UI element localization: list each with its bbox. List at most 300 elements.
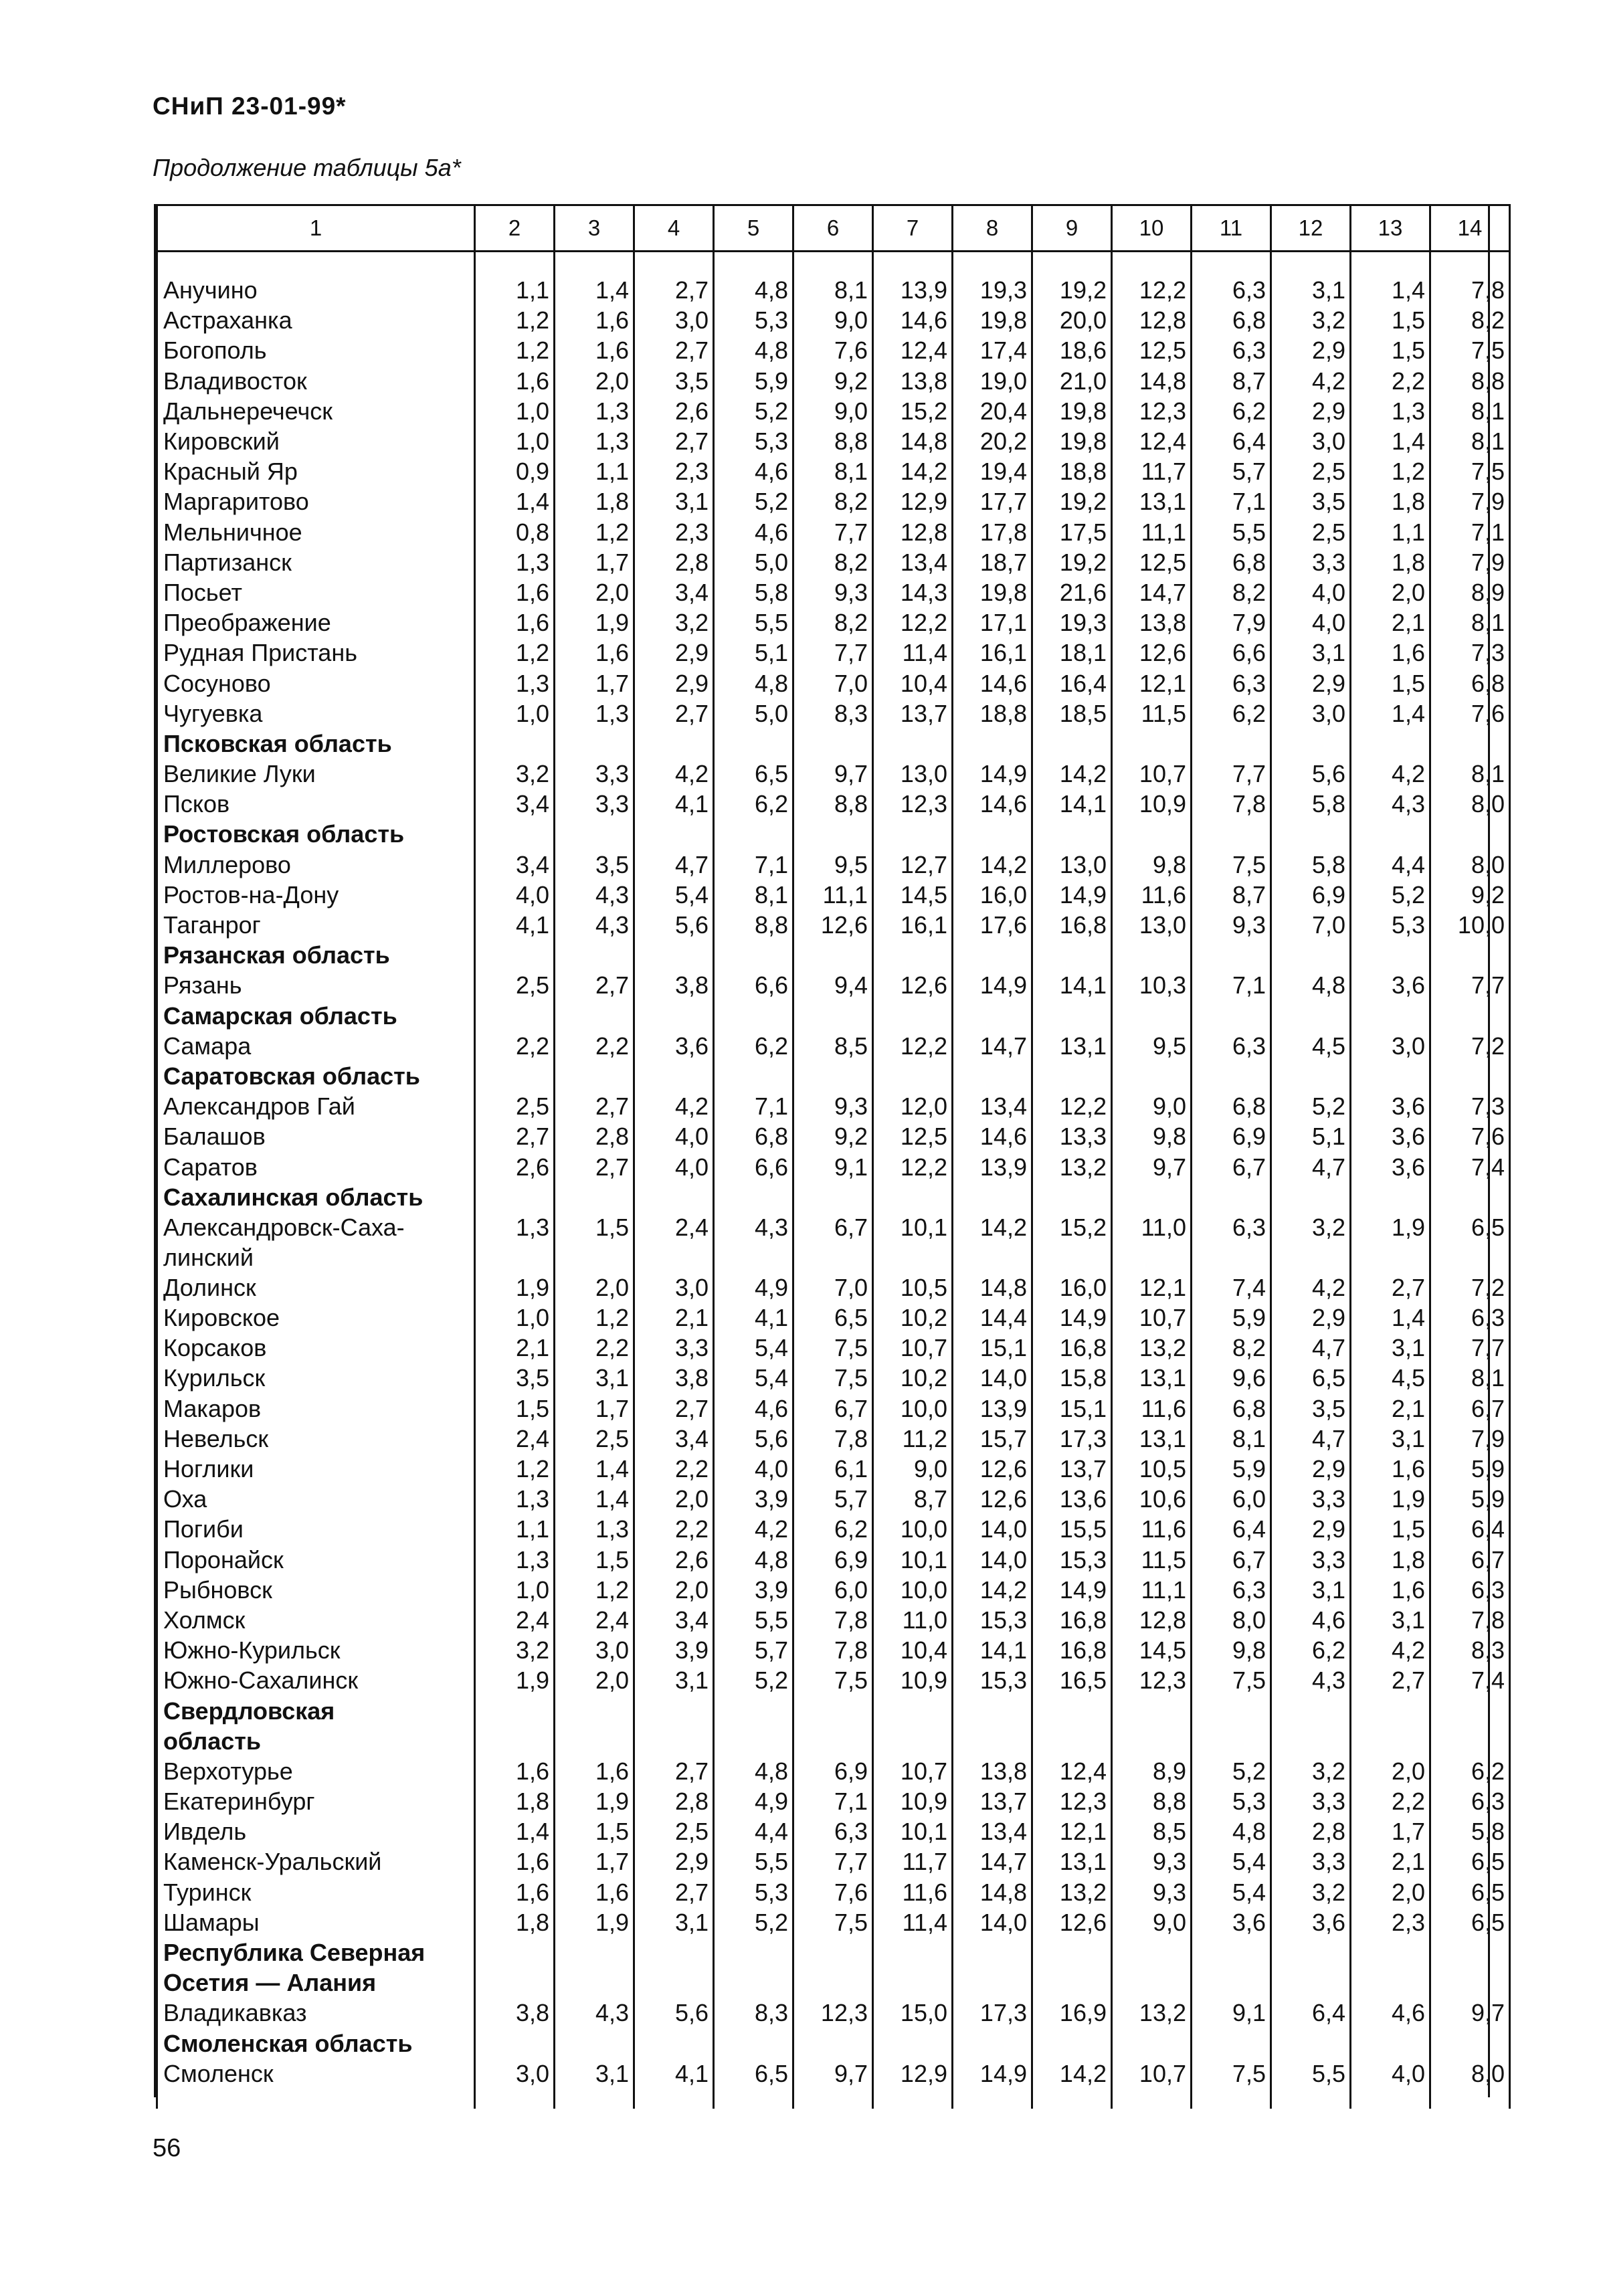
empty-cell [1351, 819, 1430, 849]
empty-cell [1032, 729, 1112, 759]
station-row [157, 1363, 1510, 1393]
value-cell: 1,6 [555, 1756, 634, 1786]
value-cell: 12,8 [1112, 1605, 1192, 1635]
value-cell: 2,9 [634, 638, 714, 668]
document-code: СНиП 23-01-99* [153, 92, 347, 120]
station-row [157, 2059, 1510, 2089]
value-cell: 12,1 [1112, 1272, 1192, 1303]
value-cell: 3,1 [634, 1907, 714, 1937]
region-name: Рязанская область [157, 940, 475, 970]
value-cell: 1,6 [1351, 1575, 1430, 1605]
value-cell: 11,5 [1112, 698, 1192, 729]
station-name: Псков [157, 789, 475, 819]
column-header: 9 [1032, 205, 1112, 252]
value-cell: 14,0 [953, 1363, 1032, 1393]
empty-cell [1430, 819, 1510, 849]
value-cell: 14,5 [873, 880, 953, 910]
empty-cell [555, 1937, 634, 1968]
empty-cell [634, 1968, 714, 1998]
value-cell: 2,1 [1351, 1394, 1430, 1424]
value-cell: 13,7 [873, 698, 953, 729]
value-cell: 7,6 [793, 1877, 873, 1907]
value-cell: 13,1 [1032, 1031, 1112, 1061]
empty-cell [1271, 1937, 1351, 1968]
station-row [157, 577, 1510, 607]
empty-cell [873, 819, 953, 849]
value-cell: 19,4 [953, 456, 1032, 486]
value-cell: 5,4 [714, 1333, 793, 1363]
value-cell: 7,5 [1430, 335, 1510, 365]
value-cell: 2,2 [475, 1031, 555, 1061]
value-cell: 2,0 [555, 366, 634, 396]
value-cell: 2,5 [1271, 517, 1351, 547]
value-cell: 1,0 [475, 1575, 555, 1605]
region-name: Ростовская область [157, 819, 475, 849]
value-cell: 14,2 [1032, 2059, 1112, 2089]
value-cell: 3,4 [634, 577, 714, 607]
value-cell: 10,0 [873, 1575, 953, 1605]
empty-cell [634, 1001, 714, 1031]
value-cell: 3,4 [475, 789, 555, 819]
station-name-continued: линский [163, 1243, 254, 1271]
empty-cell [1032, 1182, 1112, 1212]
station-name: Курильск [157, 1363, 475, 1393]
value-cell: 11,6 [1112, 1514, 1192, 1544]
value-cell: 13,9 [953, 1394, 1032, 1424]
station-name: Смоленск [157, 2059, 475, 2089]
empty-cell [1351, 1937, 1430, 1968]
value-cell: 12,2 [1112, 275, 1192, 305]
value-cell: 5,3 [714, 305, 793, 335]
value-cell: 7,8 [1192, 789, 1271, 819]
value-cell: 8,2 [1430, 305, 1510, 335]
value-cell: 1,5 [555, 1545, 634, 1575]
value-cell: 2,7 [634, 698, 714, 729]
value-cell: 14,0 [953, 1514, 1032, 1544]
value-cell: 10,7 [1112, 1303, 1192, 1333]
value-cell: 16,9 [1032, 1998, 1112, 2028]
value-cell: 7,9 [1430, 486, 1510, 516]
value-cell: 5,5 [714, 1605, 793, 1635]
value-cell: 4,8 [714, 668, 793, 698]
empty-cell [953, 1695, 1032, 1725]
value-cell: 14,1 [1032, 970, 1112, 1000]
value-cell: 11,4 [873, 1907, 953, 1937]
empty-cell [475, 1061, 555, 1091]
station-row [157, 759, 1510, 789]
empty-cell [1430, 1968, 1510, 1998]
value-cell: 1,7 [555, 1846, 634, 1877]
empty-cell [1271, 729, 1351, 759]
empty-cell [953, 1061, 1032, 1091]
empty-cell [1112, 729, 1192, 759]
value-cell: 4,8 [714, 275, 793, 305]
value-cell: 19,8 [953, 305, 1032, 335]
empty-cell [475, 1001, 555, 1031]
value-cell: 4,8 [1192, 1816, 1271, 1846]
value-cell: 2,9 [1271, 1303, 1351, 1333]
value-cell: 9,6 [1192, 1363, 1271, 1393]
value-cell: 2,1 [1351, 1846, 1430, 1877]
value-cell: 17,6 [953, 910, 1032, 940]
value-cell: 18,8 [953, 698, 1032, 729]
value-cell: 4,0 [714, 1454, 793, 1484]
empty-cell [1271, 1061, 1351, 1091]
value-cell: 14,3 [873, 577, 953, 607]
value-cell: 4,1 [634, 789, 714, 819]
empty-cell [634, 729, 714, 759]
station-row [157, 486, 1510, 516]
value-cell: 14,6 [873, 305, 953, 335]
value-cell: 2,6 [634, 1545, 714, 1575]
value-cell: 1,8 [1351, 1545, 1430, 1575]
value-cell: 9,0 [793, 396, 873, 426]
station-name: Макаров [157, 1394, 475, 1424]
value-cell: 5,2 [1351, 880, 1430, 910]
value-cell: 5,1 [714, 638, 793, 668]
value-cell: 10,4 [873, 1635, 953, 1665]
value-cell: 12,8 [873, 517, 953, 547]
empty-cell [1430, 2028, 1510, 2059]
station-row [157, 607, 1510, 638]
value-cell: 14,9 [1032, 880, 1112, 910]
value-cell: 2,5 [634, 1816, 714, 1846]
value-cell: 1,4 [475, 1816, 555, 1846]
value-cell: 17,7 [953, 486, 1032, 516]
value-cell: 13,8 [1112, 607, 1192, 638]
station-name: Южно-Курильск [157, 1635, 475, 1665]
value-cell: 9,5 [1112, 1031, 1192, 1061]
value-cell: 1,7 [1351, 1816, 1430, 1846]
value-cell: 11,7 [1112, 456, 1192, 486]
region-row [157, 819, 1510, 849]
value-cell: 3,6 [1192, 1907, 1271, 1937]
empty-cell [714, 1001, 793, 1031]
value-cell: 14,1 [1032, 789, 1112, 819]
value-cell: 13,6 [1032, 1484, 1112, 1514]
empty-cell [1351, 1695, 1430, 1725]
empty-cell [555, 1061, 634, 1091]
value-cell: 15,1 [953, 1333, 1032, 1363]
column-header: 12 [1271, 205, 1351, 252]
value-cell: 2,7 [475, 1121, 555, 1151]
value-cell: 14,2 [1032, 759, 1112, 789]
value-cell: 3,4 [634, 1424, 714, 1454]
value-cell: 7,7 [1430, 1333, 1510, 1363]
empty-cell [555, 2028, 634, 2059]
value-cell: 3,0 [634, 305, 714, 335]
value-cell: 3,3 [1271, 1846, 1351, 1877]
value-cell: 11,0 [873, 1605, 953, 1635]
value-cell: 4,2 [1271, 1272, 1351, 1303]
value-cell: 7,1 [714, 850, 793, 880]
value-cell: 12,5 [1112, 547, 1192, 577]
empty-cell [793, 1001, 873, 1031]
station-row [157, 910, 1510, 940]
value-cell: 4,8 [714, 1545, 793, 1575]
value-cell: 6,3 [1430, 1786, 1510, 1816]
value-cell: 6,6 [714, 970, 793, 1000]
value-cell: 3,2 [1271, 305, 1351, 335]
value-cell: 13,7 [1032, 1454, 1112, 1484]
value-cell: 12,0 [873, 1091, 953, 1121]
value-cell: 21,6 [1032, 577, 1112, 607]
empty-cell [953, 940, 1032, 970]
value-cell: 16,5 [1032, 1665, 1112, 1695]
value-cell: 3,1 [1271, 275, 1351, 305]
value-cell: 2,5 [555, 1424, 634, 1454]
value-cell: 10,1 [873, 1212, 953, 1272]
region-row [157, 1968, 1510, 1998]
value-cell: 13,2 [1032, 1151, 1112, 1181]
region-row [157, 1695, 1510, 1725]
value-cell: 20,0 [1032, 305, 1112, 335]
value-cell: 4,0 [634, 1121, 714, 1151]
value-cell: 3,9 [714, 1575, 793, 1605]
climate-table [156, 204, 1511, 2109]
value-cell: 6,4 [1271, 1998, 1351, 2028]
value-cell: 1,1 [475, 275, 555, 305]
empty-cell [1032, 940, 1112, 970]
value-cell: 1,5 [1351, 305, 1430, 335]
value-cell: 2,2 [555, 1333, 634, 1363]
station-name: Александров Гай [157, 1091, 475, 1121]
value-cell: 3,0 [1351, 1031, 1430, 1061]
station-name: Красный Яр [157, 456, 475, 486]
value-cell: 6,7 [1192, 1151, 1271, 1181]
value-cell: 12,2 [873, 1031, 953, 1061]
value-cell: 4,2 [1351, 1635, 1430, 1665]
value-cell: 3,9 [634, 1635, 714, 1665]
value-cell: 12,7 [873, 850, 953, 880]
value-cell: 4,0 [475, 880, 555, 910]
value-cell: 3,5 [634, 366, 714, 396]
empty-cell [555, 1695, 634, 1725]
value-cell: 16,4 [1032, 668, 1112, 698]
value-cell: 9,1 [1192, 1998, 1271, 2028]
station-name: Посьет [157, 577, 475, 607]
value-cell: 4,2 [1351, 759, 1430, 789]
value-cell: 6,7 [1430, 1545, 1510, 1575]
value-cell: 9,2 [1430, 880, 1510, 910]
column-header: 2 [475, 205, 555, 252]
value-cell: 12,1 [1112, 668, 1192, 698]
value-cell: 13,9 [953, 1151, 1032, 1181]
value-cell: 12,3 [1032, 1786, 1112, 1816]
value-cell: 5,3 [714, 426, 793, 456]
station-row [157, 1212, 1510, 1272]
value-cell: 7,0 [1271, 910, 1351, 940]
value-cell: 1,5 [555, 1212, 634, 1272]
value-cell: 3,3 [1271, 1545, 1351, 1575]
station-name: Богополь [157, 335, 475, 365]
empty-cell [1351, 1001, 1430, 1031]
value-cell: 4,0 [1351, 2059, 1430, 2089]
empty-cell [714, 1726, 793, 1756]
empty-cell [1192, 1968, 1271, 1998]
value-cell: 7,9 [1192, 607, 1271, 638]
value-cell: 1,5 [1351, 335, 1430, 365]
value-cell: 8,3 [1430, 1635, 1510, 1665]
value-cell: 1,3 [475, 1212, 555, 1272]
value-cell: 1,2 [555, 1575, 634, 1605]
empty-cell [1271, 819, 1351, 849]
value-cell: 2,0 [1351, 577, 1430, 607]
value-cell: 17,3 [1032, 1424, 1112, 1454]
value-cell: 14,4 [953, 1303, 1032, 1333]
value-cell: 12,2 [873, 607, 953, 638]
value-cell: 4,0 [1271, 607, 1351, 638]
empty-cell [1192, 1182, 1271, 1212]
station-row [157, 1575, 1510, 1605]
value-cell: 10,7 [873, 1756, 953, 1786]
value-cell: 19,3 [1032, 607, 1112, 638]
value-cell: 2,9 [1271, 1514, 1351, 1544]
value-cell: 5,7 [1192, 456, 1271, 486]
value-cell: 2,7 [634, 426, 714, 456]
value-cell: 9,0 [793, 305, 873, 335]
value-cell: 9,7 [793, 759, 873, 789]
value-cell: 6,9 [793, 1545, 873, 1575]
empty-cell [475, 1937, 555, 1968]
value-cell: 8,0 [1430, 789, 1510, 819]
column-header: 5 [714, 205, 793, 252]
value-cell: 3,8 [634, 1363, 714, 1393]
value-cell: 1,4 [555, 1454, 634, 1484]
value-cell: 7,1 [1192, 970, 1271, 1000]
value-cell: 3,3 [1271, 1484, 1351, 1514]
station-name: Екатеринбург [157, 1786, 475, 1816]
station-row [157, 1877, 1510, 1907]
value-cell: 7,0 [793, 1272, 873, 1303]
value-cell: 19,2 [1032, 547, 1112, 577]
value-cell: 5,2 [1192, 1756, 1271, 1786]
empty-cell [555, 1182, 634, 1212]
value-cell: 10,5 [1112, 1454, 1192, 1484]
value-cell: 12,6 [953, 1454, 1032, 1484]
value-cell: 6,7 [793, 1212, 873, 1272]
value-cell: 9,8 [1112, 1121, 1192, 1151]
value-cell: 4,1 [714, 1303, 793, 1333]
value-cell: 7,1 [1430, 517, 1510, 547]
value-cell: 5,5 [1271, 2059, 1351, 2089]
empty-cell [634, 1695, 714, 1725]
value-cell: 6,5 [714, 2059, 793, 2089]
value-cell: 10,1 [873, 1545, 953, 1575]
value-cell: 1,2 [555, 1303, 634, 1333]
station-row [157, 1303, 1510, 1333]
value-cell: 7,8 [793, 1635, 873, 1665]
value-cell: 8,1 [1430, 607, 1510, 638]
value-cell: 4,8 [714, 1756, 793, 1786]
value-cell: 14,7 [953, 1031, 1032, 1061]
value-cell: 3,0 [634, 1272, 714, 1303]
value-cell: 2,6 [475, 1151, 555, 1181]
station-name: Южно-Сахалинск [157, 1665, 475, 1695]
value-cell: 5,6 [634, 910, 714, 940]
value-cell: 4,3 [1351, 789, 1430, 819]
value-cell: 0,9 [475, 456, 555, 486]
value-cell: 3,3 [1271, 1786, 1351, 1816]
value-cell: 1,6 [1351, 638, 1430, 668]
value-cell: 6,3 [1192, 1212, 1271, 1272]
value-cell: 14,2 [953, 1575, 1032, 1605]
column-header: 13 [1351, 205, 1430, 252]
value-cell: 1,6 [475, 1846, 555, 1877]
value-cell: 6,3 [1430, 1575, 1510, 1605]
station-name: Кировский [157, 426, 475, 456]
station-row [157, 1907, 1510, 1937]
value-cell: 12,6 [1112, 638, 1192, 668]
station-name: Кировское [157, 1303, 475, 1333]
value-cell: 14,2 [953, 850, 1032, 880]
value-cell: 4,1 [475, 910, 555, 940]
empty-cell [1112, 1968, 1192, 1998]
empty-cell [953, 1968, 1032, 1998]
value-cell: 9,0 [1112, 1907, 1192, 1937]
value-cell: 4,6 [1271, 1605, 1351, 1635]
value-cell: 2,8 [634, 1786, 714, 1816]
value-cell: 4,3 [714, 1212, 793, 1272]
value-cell: 6,7 [793, 1394, 873, 1424]
value-cell: 14,7 [1112, 577, 1192, 607]
value-cell: 9,0 [873, 1454, 953, 1484]
empty-cell [1192, 1726, 1271, 1756]
empty-cell [475, 819, 555, 849]
empty-cell [634, 819, 714, 849]
value-cell: 4,5 [1271, 1031, 1351, 1061]
value-cell: 1,9 [1351, 1212, 1430, 1272]
value-cell: 5,5 [714, 1846, 793, 1877]
value-cell: 4,3 [555, 880, 634, 910]
station-name: Миллерово [157, 850, 475, 880]
station-row [157, 1394, 1510, 1424]
value-cell: 19,8 [1032, 426, 1112, 456]
value-cell: 5,2 [714, 486, 793, 516]
empty-cell [1430, 1937, 1510, 1968]
empty-cell [634, 1726, 714, 1756]
value-cell: 4,4 [714, 1816, 793, 1846]
value-cell: 13,1 [1112, 1424, 1192, 1454]
empty-cell [1430, 1726, 1510, 1756]
value-cell: 8,8 [1112, 1786, 1192, 1816]
station-name: Саратов [157, 1151, 475, 1181]
value-cell: 2,9 [1271, 396, 1351, 426]
value-cell: 13,1 [1032, 1846, 1112, 1877]
value-cell: 11,6 [1112, 1394, 1192, 1424]
station-row [157, 1484, 1510, 1514]
value-cell: 13,0 [1032, 850, 1112, 880]
value-cell: 1,9 [555, 607, 634, 638]
empty-cell [1112, 940, 1192, 970]
empty-cell [1351, 2028, 1430, 2059]
value-cell: 3,6 [1351, 1121, 1430, 1151]
value-cell: 9,4 [793, 970, 873, 1000]
empty-cell [555, 729, 634, 759]
value-cell: 6,5 [1430, 1212, 1510, 1272]
empty-cell [873, 1968, 953, 1998]
value-cell: 3,2 [634, 607, 714, 638]
value-cell: 11,1 [1112, 1575, 1192, 1605]
station-name: Чугуевка [157, 698, 475, 729]
empty-cell [793, 1695, 873, 1725]
station-name: Ноглики [157, 1454, 475, 1484]
value-cell: 19,8 [953, 577, 1032, 607]
station-name: Рудная Пристань [157, 638, 475, 668]
value-cell: 8,3 [714, 1998, 793, 2028]
empty-cell [793, 1937, 873, 1968]
value-cell: 3,1 [1351, 1424, 1430, 1454]
